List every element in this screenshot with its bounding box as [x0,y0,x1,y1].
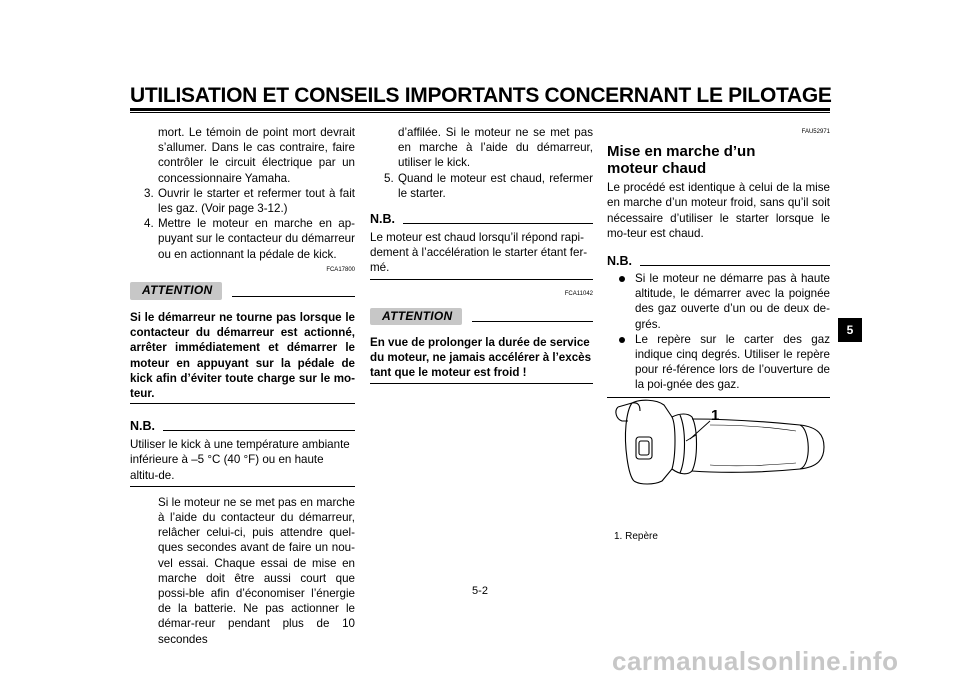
column-left [130,125,355,647]
step-text: Mettre le moteur en marche en ap-puyant sur le contacteur du démarreur ou en actionnant la pédale de kick. [158,217,355,261]
step-4 [130,216,355,262]
continued-paragraph: mort. Le témoin de point mort devrait s’allumer. Dans le cas contraire, faire contrôler le circuit électrique par un concessionnaire Yamaha. [158,126,355,185]
nb-header [370,211,593,227]
reference-code: FCA11042 [564,290,593,297]
page-title: UTILISATION ET CONSEILS IMPORTANTS CONCERNANT LE PILOTAGE [130,84,832,107]
throttle-grip-illustration [610,385,835,515]
step-3 [130,186,355,216]
attention-header [370,308,593,326]
nb-bullet [607,271,830,332]
bullet-dot [619,276,625,282]
attention-text: Si le démarreur ne tourne pas lorsque le contacteur du démarreur est actionné, arrêter immédiatement et démarrer le moteur en appuyant sur la pédale de kick afin d’éviter toute charge sur le mo-teur. [130,311,355,401]
step-text: Quand le moteur est chaud, refermer le starter. [398,171,593,200]
note-paragraph: Si le moteur ne se met pas en marche à l’aide du contacteur du démarreur, relâcher celui-ci, puis attendre quel-ques secondes avant de faire un nou-vel essai. Chaque essai de mise en marche doit être aussi court que possi-ble afin d’économiser l’énergie de la batterie. Ne pas actionner le démar-reur pendant plus de 10 secondes [158,495,355,646]
nb-rule [403,223,593,224]
nb-label: N.B. [607,253,632,268]
section-heading: Mise en marche d’un moteur chaud [607,143,756,178]
page-number: 5-2 [472,585,488,597]
title-rule [130,108,830,111]
nb-label: N.B. [370,211,395,226]
attention-rule [472,321,593,322]
nb-bullet [607,332,830,393]
step-5 [370,171,593,201]
attention-header [130,282,355,300]
step-number: 3. [144,186,154,200]
attention-badge: ATTENTION [130,282,222,299]
nb-text: Le moteur est chaud lorsqu’il répond rapi-dement à l’accélération le starter étant fer-mé. [370,231,588,275]
reference-code: FAU52971 [801,129,830,135]
figure-callout-number: 1 [711,407,720,424]
bullet-dot [619,337,625,343]
reference-code: FCA17800 [326,266,355,273]
step-text: Ouvrir le starter et refermer tout à fait les gaz. (Voir page 3-12.) [158,186,355,216]
watermark: carmanualsonline.info [612,646,899,676]
attention-end-rule [130,403,355,404]
attention-rule [232,296,355,297]
nb-header [130,418,355,434]
nb-end-rule [370,279,593,280]
column-middle [370,125,593,384]
chapter-tab: 5 [838,318,862,342]
step-number: 5. [384,171,394,185]
step-number: 4. [144,217,154,231]
figure-caption: 1. Repère [614,531,658,542]
bullet-text: Si le moteur ne démarre pas à haute altitude, le démarrer avec la poignée des gaz ouverte d’un ou de deux de-grés. [635,272,830,331]
continued-paragraph: d’affilée. Si le moteur ne se met pas en marche à l’aide du démarreur, utiliser le kick. [398,126,593,170]
section-body: Le procédé est identique à celui de la mise en marche d’un moteur froid, sans qu’il soit nécessaire d’utiliser le starter lorsque le mo-teur est chaud. [607,181,830,240]
attention-end-rule [370,383,593,384]
attention-badge: ATTENTION [370,308,462,325]
bullet-text: Le repère sur le carter des gaz indique cinq degrés. Utiliser le repère pour ré-férence lors de l’ouverture de la poi-gnée des gaz. [635,332,830,392]
title-rule-thin [130,112,830,113]
nb-rule [640,265,830,266]
nb-label: N.B. [130,419,155,434]
attention-text: En vue de prolonger la durée de service du moteur, ne jamais accélérer à l’excès tant que le moteur est froid ! [370,335,592,380]
nb-end-rule [130,486,355,487]
nb-header [607,253,830,269]
nb-text: Utiliser le kick à une température ambiante inférieure à –5 °C (40 °F) ou en haute altitu-de. [130,438,350,482]
nb-rule [163,430,355,431]
column-right [607,125,830,398]
